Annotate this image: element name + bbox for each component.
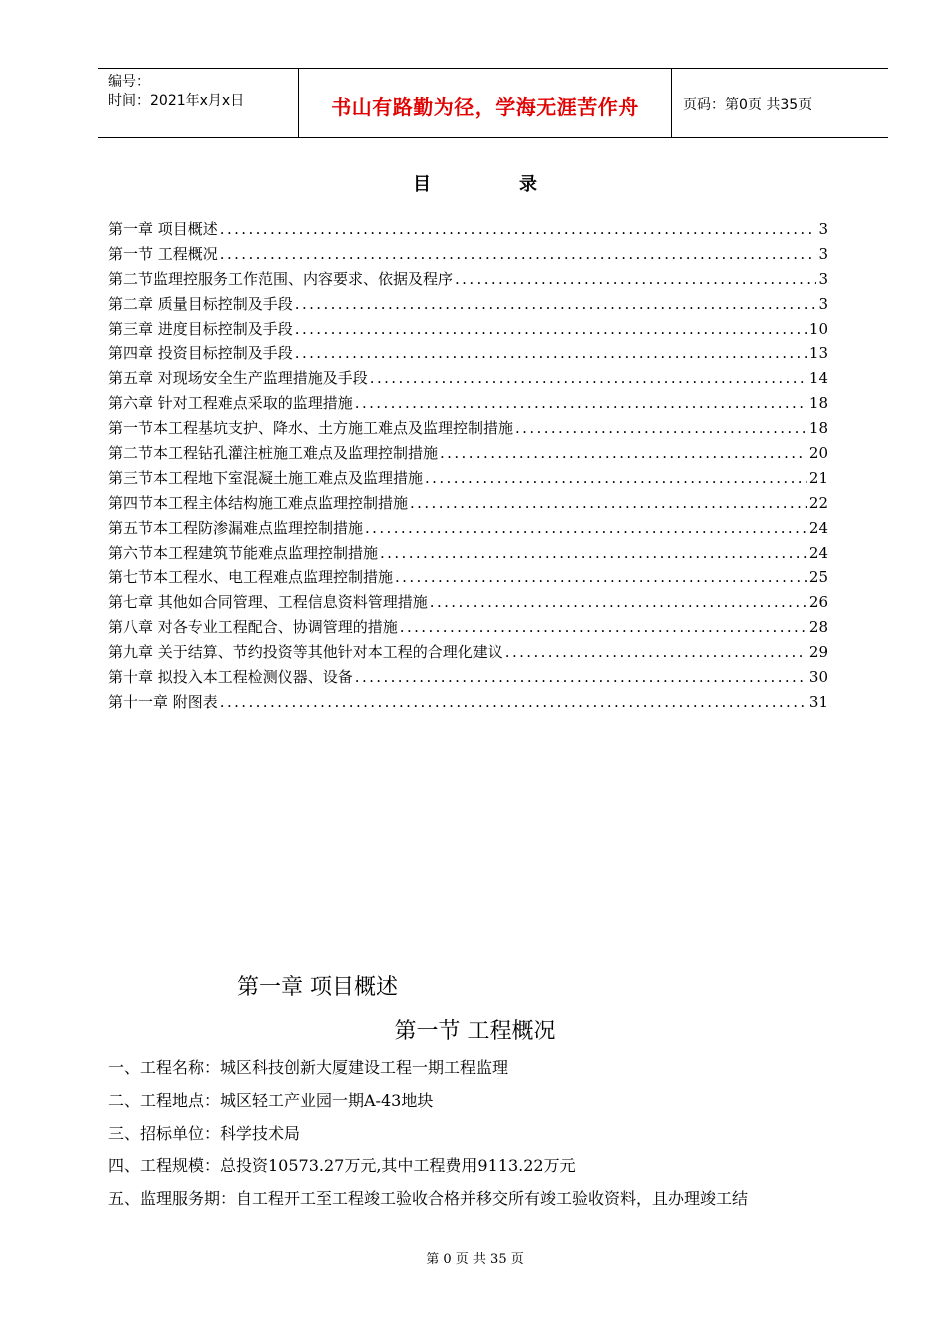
info-item: 一、工程名称：城区科技创新大厦建设工程一期工程监理 [108, 1058, 509, 1077]
toc-entry-page: 25 [808, 568, 828, 587]
toc-entry[interactable] [108, 318, 828, 343]
toc-entry-title: 第八章 对各专业工程配合、协调管理的措施 [108, 618, 398, 637]
toc-entry[interactable] [108, 367, 828, 392]
toc-entry-page: 20 [808, 444, 828, 463]
toc-title-right: 录 [519, 174, 537, 195]
info-item: 五、监理服务期：自工程开工至工程竣工验收合格并移交所有竣工验收资料，且办理竣工结 [108, 1189, 749, 1209]
chapter-title: 第一章 项目概述 [237, 975, 398, 1000]
toc-entry-title: 第六章 针对工程难点采取的监理措施 [108, 394, 353, 413]
toc-entry-title: 第十章 拟投入本工程检测仪器、设备 [108, 668, 353, 687]
toc-dot-leader [455, 270, 816, 288]
toc-dot-leader [295, 344, 807, 362]
toc-entry-page: 26 [808, 593, 828, 612]
toc-entry-page: 29 [808, 643, 828, 662]
toc-entry[interactable] [108, 243, 828, 268]
toc-dot-leader [220, 245, 817, 263]
toc-entry-page: 13 [808, 344, 828, 363]
toc-entry-page: 3 [818, 294, 828, 313]
toc-entry-page: 18 [808, 394, 828, 413]
toc-entry-page: 3 [818, 244, 828, 263]
toc-dot-leader [355, 394, 807, 412]
toc-dot-leader [365, 519, 807, 537]
header-meta-cell [98, 69, 299, 137]
toc-entry-page: 30 [808, 668, 828, 687]
toc-entry[interactable] [108, 218, 828, 243]
toc-entry-page: 3 [818, 269, 828, 288]
toc-entry[interactable] [108, 691, 828, 716]
toc-entry-page: 10 [808, 319, 828, 338]
toc-entry[interactable] [108, 392, 828, 417]
toc-dot-leader [370, 369, 807, 387]
toc-entry-title: 第一节 工程概况 [108, 244, 218, 263]
toc-entry-title: 第七章 其他如合同管理、工程信息资料管理措施 [108, 593, 428, 612]
toc-dot-leader [380, 544, 807, 562]
header-page-info: 页码：第0页 共35页 [683, 97, 813, 113]
toc-entry[interactable] [108, 293, 828, 318]
header-motto: 书山有路勤为径，学海无涯苦作舟 [331, 95, 639, 119]
toc-entry[interactable] [108, 517, 828, 542]
toc-entry-page: 14 [808, 369, 828, 388]
toc-entry-title: 第二节本工程钻孔灌注桩施工难点及监理控制措施 [108, 444, 439, 463]
toc-entry-title: 第九章 关于结算、节约投资等其他针对本工程的合理化建议 [108, 643, 503, 662]
toc-entry-page: 18 [808, 419, 828, 438]
toc-dot-leader [395, 568, 807, 586]
toc-entry[interactable] [108, 616, 828, 641]
toc-entry[interactable] [108, 492, 828, 517]
toc-entry-title: 第十一章 附图表 [108, 692, 218, 711]
header-number-label: 编号： [108, 74, 150, 90]
page-header [98, 68, 888, 138]
info-item: 四、工程规模：总投资10573.27万元,其中工程费用9113.22万元 [108, 1156, 576, 1176]
toc-entry[interactable] [108, 467, 828, 492]
toc-dot-leader [515, 419, 807, 437]
toc-dot-leader [430, 593, 807, 611]
toc-dot-leader [410, 494, 807, 512]
toc-entry-title: 第五节本工程防渗漏难点监理控制措施 [108, 518, 364, 537]
toc-entry[interactable] [108, 666, 828, 691]
toc-entry-page: 31 [808, 692, 828, 711]
toc-entry-page: 22 [808, 493, 828, 512]
toc-title-left: 目 [413, 174, 431, 195]
toc-entry[interactable] [108, 342, 828, 367]
toc-dot-leader [400, 618, 807, 636]
toc-entry-title: 第二章 质量目标控制及手段 [108, 294, 293, 313]
toc-entry[interactable] [108, 417, 828, 442]
toc-dot-leader [355, 668, 807, 686]
toc-entry-page: 24 [808, 518, 828, 537]
toc-entry[interactable] [108, 566, 828, 591]
toc-entry-page: 28 [808, 618, 828, 637]
toc-dot-leader [440, 444, 807, 462]
toc-dot-leader [295, 295, 817, 313]
info-item: 三、招标单位：科学技术局 [108, 1123, 301, 1143]
toc-entry-title: 第五章 对现场安全生产监理措施及手段 [108, 369, 368, 388]
project-info-list [108, 1056, 898, 1220]
header-motto-cell [299, 69, 672, 137]
toc-entry-page: 24 [808, 543, 828, 562]
toc-dot-leader [220, 220, 817, 238]
section-title: 第一节 工程概况 [394, 1019, 556, 1044]
toc-entry-title: 第二节监理控服务工作范围、内容要求、依据及程序 [108, 269, 454, 288]
toc-entry[interactable] [108, 442, 828, 467]
toc-entry-title: 第三节本工程地下室混凝土施工难点及监理措施 [108, 468, 424, 487]
toc-dot-leader [220, 693, 807, 711]
header-time-label: 时间：2021年x月x日 [108, 93, 245, 109]
toc-entry-title: 第三章 进度目标控制及手段 [108, 319, 293, 338]
toc-entry[interactable] [108, 542, 828, 567]
toc-entry-title: 第四章 投资目标控制及手段 [108, 344, 293, 363]
toc-entry-title: 第四节本工程主体结构施工难点监理控制措施 [108, 493, 409, 512]
toc-dot-leader [505, 643, 807, 661]
toc-entry-page: 21 [808, 468, 828, 487]
toc-dot-leader [295, 320, 807, 338]
toc-entry[interactable] [108, 591, 828, 616]
page-footer: 第 0 页 共 35 页 [426, 1252, 524, 1267]
toc-dot-leader [425, 469, 807, 487]
toc-entry[interactable] [108, 641, 828, 666]
toc-entry-title: 第一章 项目概述 [108, 220, 218, 238]
toc-entry-title: 第七节本工程水、电工程难点监理控制措施 [108, 568, 394, 587]
info-item: 二、工程地点：城区轻工产业园一期A-43地块 [108, 1090, 434, 1110]
toc-entry[interactable] [108, 268, 828, 293]
toc-entry-page: 3 [818, 220, 828, 238]
toc-entry-title: 第一节本工程基坑支护、降水、土方施工难点及监理控制措施 [108, 419, 514, 438]
table-of-contents [108, 218, 828, 716]
toc-entry-title: 第六节本工程建筑节能难点监理控制措施 [108, 543, 379, 562]
toc-title [0, 170, 950, 196]
